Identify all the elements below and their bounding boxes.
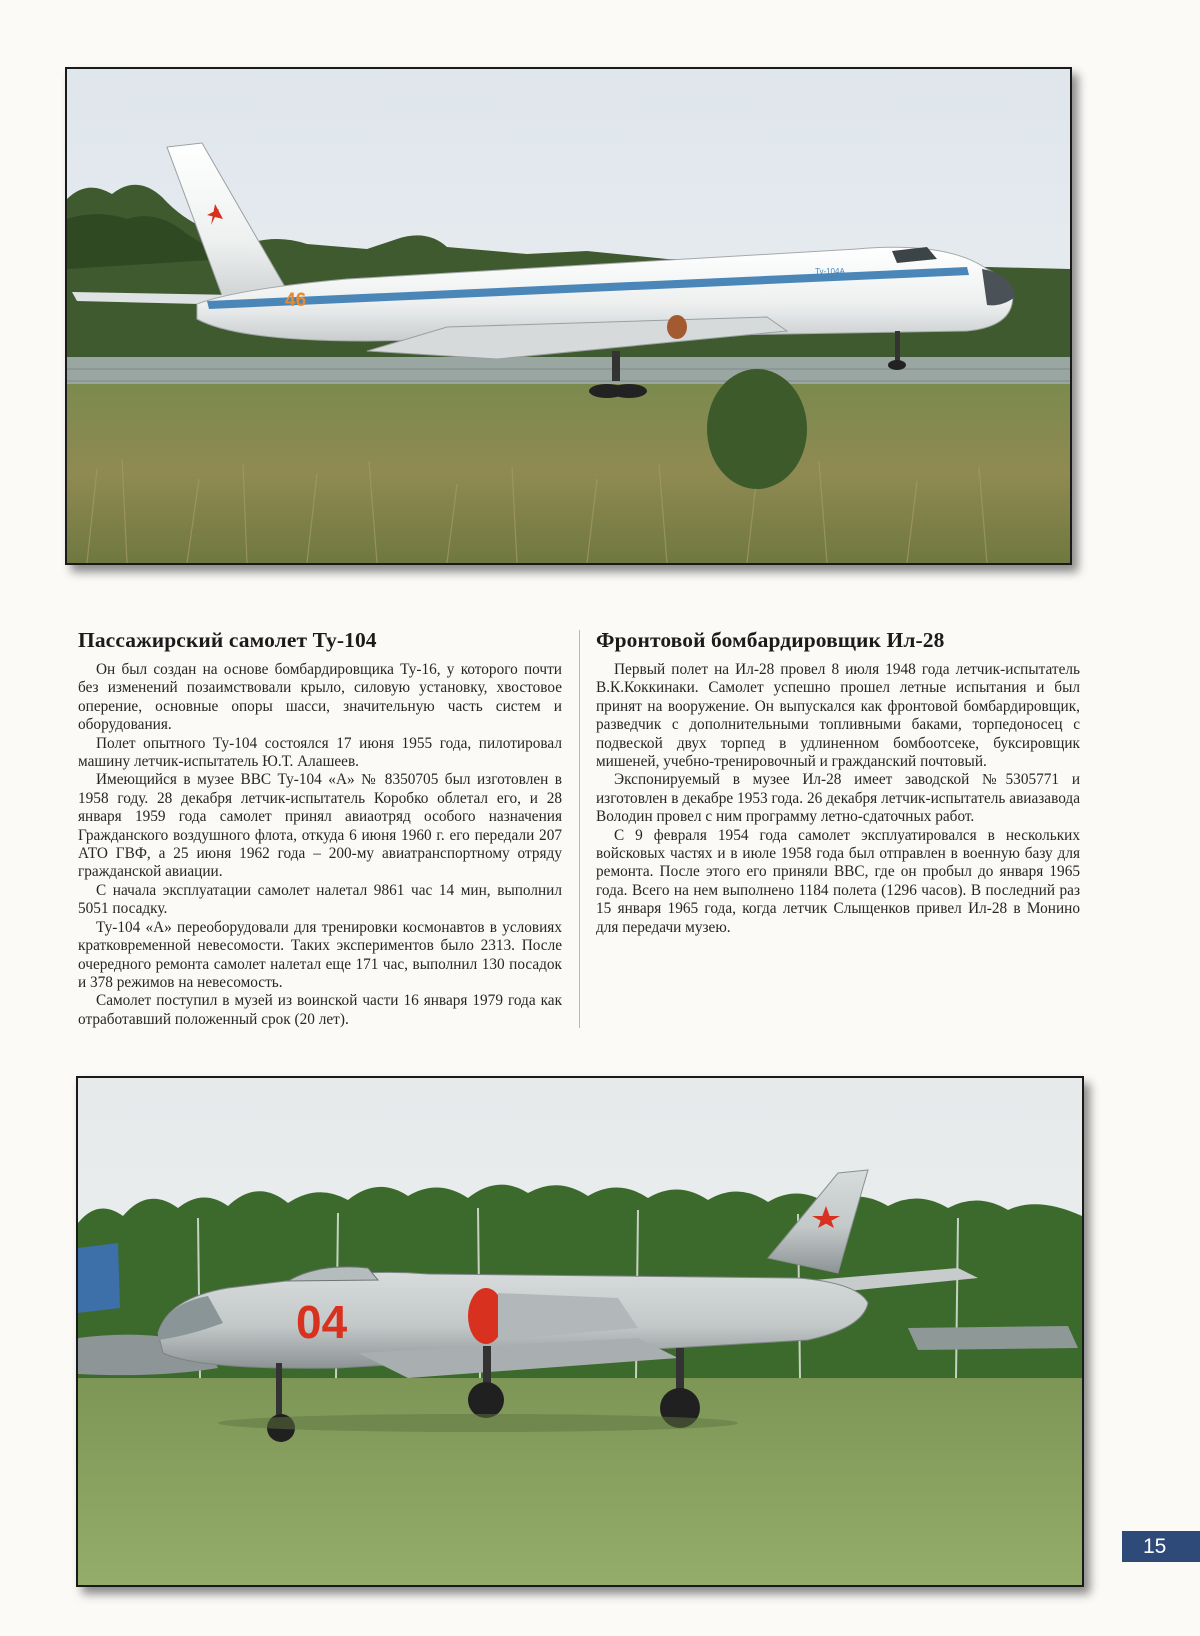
grass	[67, 384, 1070, 563]
article-paragraph: Он был создан на основе бомбардировщика Ту-16, у которого почти без изменений позаимствовали крыло, силовую установку, хвостовое оперение, основные опоры шасси, значительную часть систем и оборудования.	[78, 661, 562, 734]
nose-gear	[895, 331, 900, 361]
article-paragraph: Полет опытного Ту-104 состоялся 17 июня 1955 года, пилотировал машину летчик-испытатель Ю.Т. Алашеев.	[78, 734, 562, 771]
page-number: 15	[1122, 1531, 1200, 1562]
background-aircraft-right	[908, 1326, 1078, 1350]
article-paragraph: Первый полет на Ил-28 провел 8 июля 1948 года летчик-испытатель В.К.Коккинаки. Самолет успешно прошел летные испытания и был принят на вооружение. Он выпускался как фронтовой бомбардировщик, разведчик с дополнительными топливными баками, торпедоносец с подвеской двух торпед в удлиненном бомбоотсеке, буксировщик мишеней, учебно-тренировочный и гражданский почтовый.	[596, 661, 1080, 771]
tail-number: 46	[285, 290, 307, 311]
il-28-photo	[76, 1076, 1084, 1587]
background-aircraft-tail	[78, 1243, 120, 1313]
article-paragraph: Экспонируемый в музее Ил-28 имеет заводской №5305771 и изготовлен в декабре 1953 года. 26 декабря летчик-испытатель авиазавода Володин провел с ним программу летно-сдаточных работ.	[596, 771, 1080, 826]
article-il-28	[596, 627, 1080, 937]
bush	[707, 369, 807, 489]
article-paragraph: Ту-104 «А» переоборудовали для тренировки космонавтов в условиях кратковременной невесомости. Таких экспериментов было 2313. После очередного ремонта самолет налетал еще 171 час, выполнил 130 посадок и 378 режимов на невесомость.	[78, 918, 562, 991]
article-tu-104	[78, 627, 562, 1029]
article-paragraph: Имеющийся в музее ВВС Ту-104 «А» № 8350705 был изготовлен в 1958 году. 28 декабря летчик-испытатель Коробко облетал его, и 28 января 1959 года самолет принял авиаотряд особого назначения Гражданского воздушного флота, откуда 6 июня 1960 г. его передали 207 АТО ГВФ, а 25 июня 1962 года – 200-му авиатранспортному отряду гражданской авиации.	[78, 771, 562, 881]
tu-104-photo	[65, 67, 1072, 565]
nose-gear	[276, 1363, 282, 1418]
tail-number: 04	[296, 1296, 348, 1348]
article-title: Фронтовой бомбардировщик Ил-28	[596, 628, 945, 652]
il-28-illustration	[78, 1078, 1082, 1585]
shadow	[218, 1414, 738, 1432]
article-paragraph: С 9 февраля 1954 года самолет эксплуатировался в нескольких войсковых частях и в июле 1958 года был отправлен в военную базу для ремонта. После этого его приняли ВВС, где он пробыл до января 1965 года. Всего на нем выполнено 1184 полета (1296 часов). В последний раз 15 января 1965 года, когда летчик Слыщенков привел Ил-28 в Монино для передачи музею.	[596, 826, 1080, 936]
type-marking: Ту-104А	[815, 267, 845, 276]
tu-104-illustration	[67, 69, 1070, 563]
column-divider	[579, 630, 580, 1028]
article-paragraph: Самолет поступил в музей из воинской части 16 января 1979 года как отработавший положенный срок (20 лет).	[78, 992, 562, 1028]
article-paragraph: С начала эксплуатации самолет налетал 9861 час 14 мин, выполнил 5051 посадку.	[78, 881, 562, 918]
article-title: Пассажирский самолет Ту-104	[78, 628, 377, 652]
main-gear	[612, 351, 620, 381]
grass	[78, 1378, 1082, 1585]
engine-intake	[667, 315, 687, 339]
